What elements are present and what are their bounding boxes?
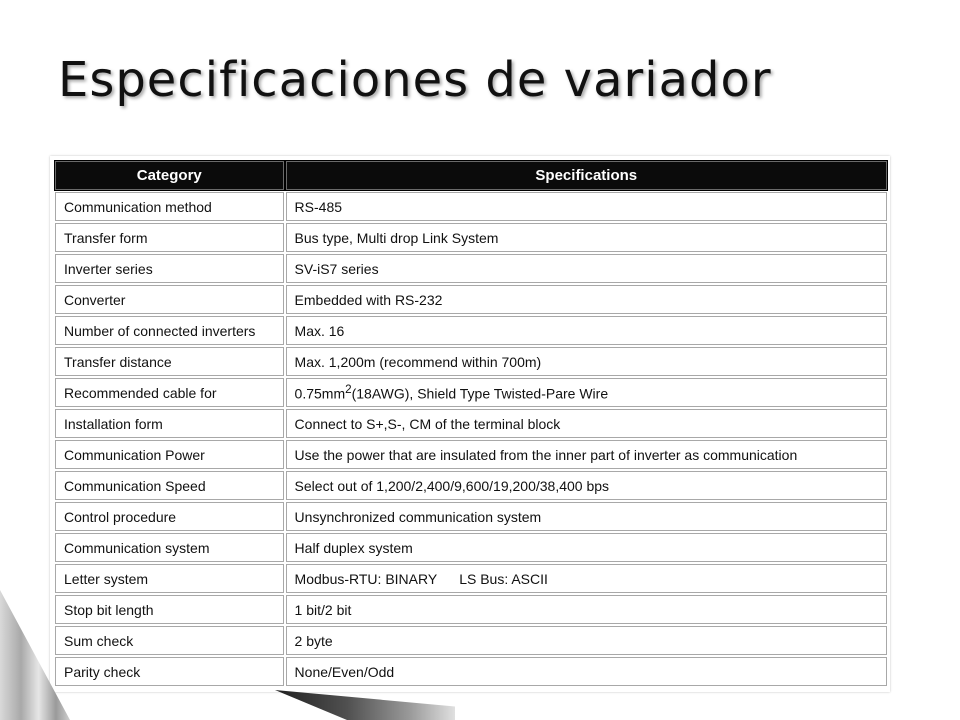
superscript: 2 — [345, 383, 352, 397]
category-cell: Sum check — [55, 626, 284, 655]
spec-cell: 1 bit/2 bit — [286, 595, 887, 624]
spec-cell: Half duplex system — [286, 533, 887, 562]
category-cell: Letter system — [55, 564, 284, 593]
category-cell: Recommended cable for — [55, 378, 284, 407]
spec-cell: Bus type, Multi drop Link System — [286, 223, 887, 252]
table-row — [55, 502, 887, 531]
table-row — [55, 471, 887, 500]
table-row — [55, 533, 887, 562]
spec-text: Modbus-RTU: BINARY — [294, 570, 438, 587]
table-row — [55, 409, 887, 438]
spec-cell: Embedded with RS-232 — [286, 285, 887, 314]
table-row — [55, 316, 887, 345]
spec-cell: Max. 1,200m (recommend within 700m) — [286, 347, 887, 376]
spec-text: 0.75mm — [294, 385, 346, 402]
table-row — [55, 192, 887, 221]
table-row — [55, 564, 887, 593]
decorative-wedge-bottom — [275, 690, 455, 720]
table-row — [55, 626, 887, 655]
spec-cell: Use the power that are insulated from the inner part of inverter as communication — [286, 440, 887, 469]
column-header-category: Category — [55, 161, 284, 190]
spec-table — [53, 159, 889, 688]
column-header-specifications: Specifications — [286, 161, 887, 190]
slide-title: Especificaciones de variador — [58, 52, 772, 108]
spec-cell: Max. 16 — [286, 316, 887, 345]
table-row — [55, 347, 887, 376]
spec-text: (18AWG), Shield Type Twisted-Pare Wire — [351, 385, 609, 402]
category-cell: Communication method — [55, 192, 284, 221]
table-row — [55, 657, 887, 686]
category-cell: Parity check — [55, 657, 284, 686]
spec-cell: 2 byte — [286, 626, 887, 655]
table-row — [55, 254, 887, 283]
table-row — [55, 285, 887, 314]
category-cell: Installation form — [55, 409, 284, 438]
category-cell: Number of connected inverters — [55, 316, 284, 345]
category-cell: Control procedure — [55, 502, 284, 531]
category-cell: Stop bit length — [55, 595, 284, 624]
spec-cell: RS-485 — [286, 192, 887, 221]
category-cell: Transfer form — [55, 223, 284, 252]
spec-cell — [286, 378, 887, 407]
category-cell: Inverter series — [55, 254, 284, 283]
spec-cell: None/Even/Odd — [286, 657, 887, 686]
table-header-row — [55, 161, 887, 190]
category-cell: Communication Power — [55, 440, 284, 469]
spec-cell: SV-iS7 series — [286, 254, 887, 283]
spec-table-container — [50, 156, 890, 692]
table-row — [55, 378, 887, 407]
category-cell: Converter — [55, 285, 284, 314]
spec-cell — [286, 564, 887, 593]
category-cell: Communication Speed — [55, 471, 284, 500]
table-row — [55, 595, 887, 624]
spec-cell: Select out of 1,200/2,400/9,600/19,200/38,400 bps — [286, 471, 887, 500]
spec-cell: Connect to S+,S-, CM of the terminal block — [286, 409, 887, 438]
table-row — [55, 223, 887, 252]
category-cell: Communication system — [55, 533, 284, 562]
spec-cell: Unsynchronized communication system — [286, 502, 887, 531]
category-cell: Transfer distance — [55, 347, 284, 376]
spec-text: LS Bus: ASCII — [459, 570, 548, 587]
table-row — [55, 440, 887, 469]
